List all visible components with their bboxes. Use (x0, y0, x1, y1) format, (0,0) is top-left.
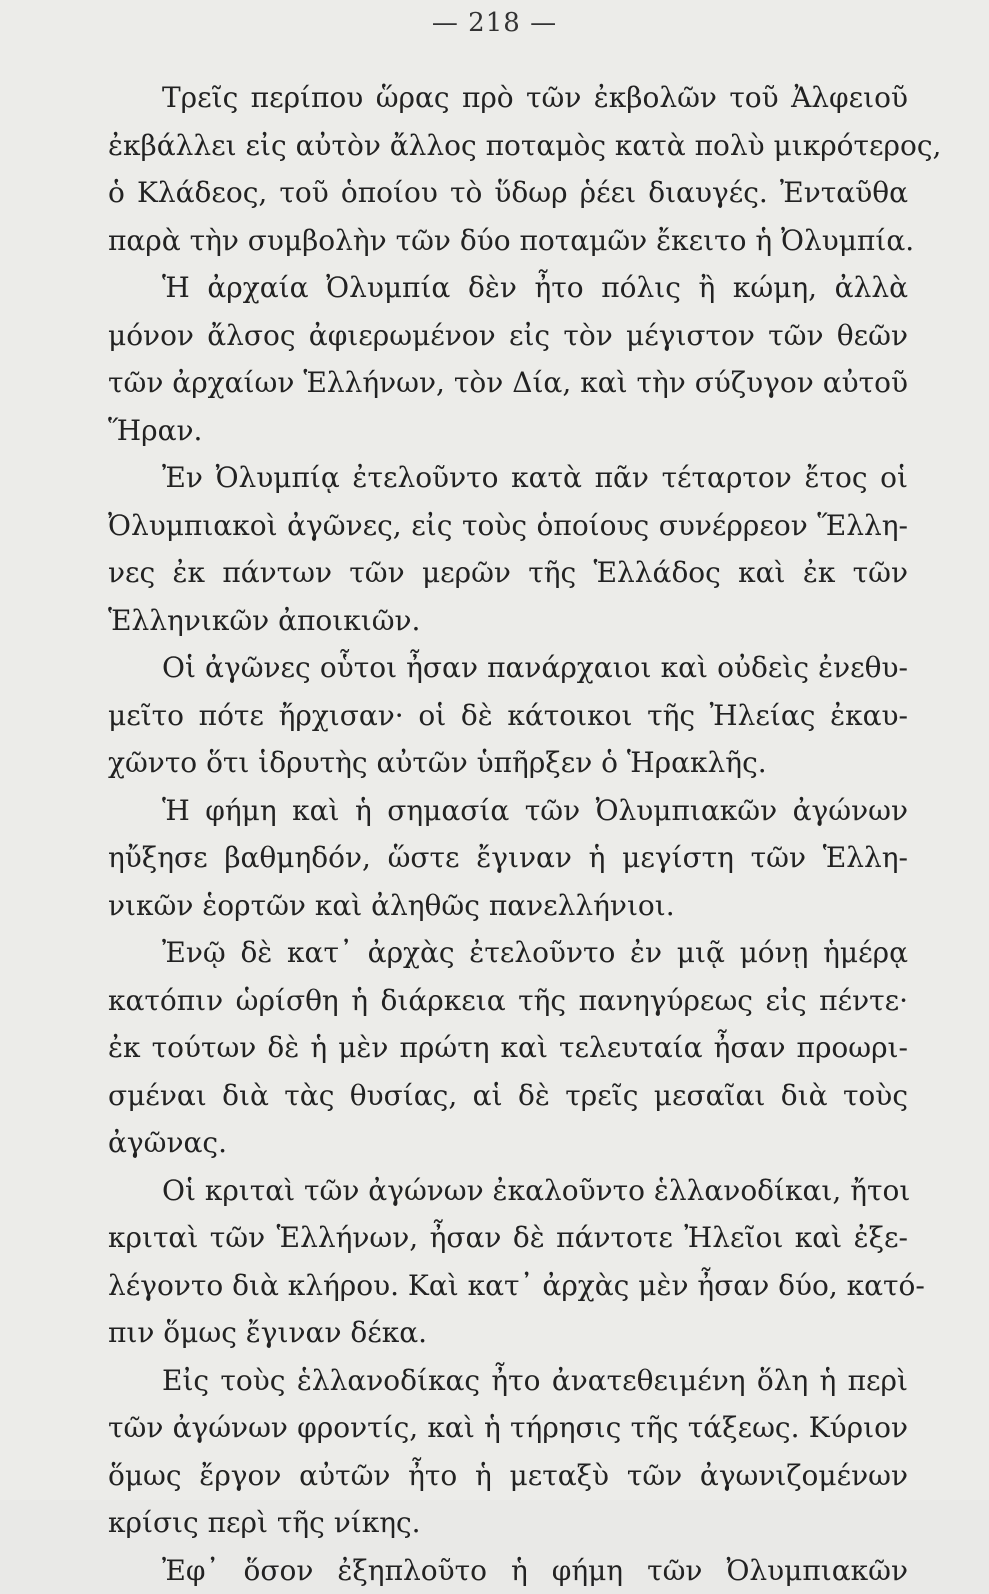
text-line: νες ἐκ πάντων τῶν μερῶν τῆς Ἑλλάδος καὶ ἐκ τῶν (108, 549, 908, 597)
text-line: τῶν ἀγώνων φροντίς, καὶ ἡ τήρησις τῆς τάξεως. Κύριον (108, 1404, 908, 1452)
page-number: — 218 — (0, 8, 989, 38)
text-line: λέγοντο διὰ κλήρου. Καὶ κατ᾽ ἀρχὰς μὲν ἦσαν δύο, κατό- (108, 1262, 908, 1310)
text-line: ἐκ τούτων δὲ ἡ μὲν πρώτη καὶ τελευταία ἦσαν προωρι- (108, 1024, 908, 1072)
text-line: ὁ Κλάδεος, τοῦ ὁποίου τὸ ὕδωρ ῥέει διαυγές. Ἐνταῦθα (108, 169, 908, 217)
text-line: Ἐνῷ δὲ κατ᾽ ἀρχὰς ἐτελοῦντο ἐν μιᾷ μόνῃ ἡμέρᾳ (108, 929, 908, 977)
text-line: Οἱ κριταὶ τῶν ἀγώνων ἐκαλοῦντο ἑλλανοδίκαι, ἤτοι (108, 1167, 908, 1215)
text-line: Εἰς τοὺς ἑλλανοδίκας ἦτο ἀνατεθειμένη ὅλη ἡ περὶ (108, 1357, 908, 1405)
text-line: Ἡ ἀρχαία Ὀλυμπία δὲν ἦτο πόλις ἢ κώμη, ἀλλὰ (108, 264, 908, 312)
text-line: ὅμως ἔργον αὐτῶν ἦτο ἡ μεταξὺ τῶν ἀγωνιζομένων (108, 1452, 908, 1500)
text-line: κριταὶ τῶν Ἑλλήνων, ἦσαν δὲ πάντοτε Ἠλεῖοι καὶ ἐξε- (108, 1214, 908, 1262)
text-line: Ἑλληνικῶν ἀποικιῶν. (108, 597, 908, 645)
text-line: σμέναι διὰ τὰς θυσίας, αἱ δὲ τρεῖς μεσαῖαι διὰ τοὺς (108, 1072, 908, 1120)
text-line: πιν ὅμως ἔγιναν δέκα. (108, 1309, 908, 1357)
text-line: Ὀλυμπιακοὶ ἀγῶνες, εἰς τοὺς ὁποίους συνέρρεον Ἕλλη- (108, 502, 908, 550)
text-line: Τρεῖς περίπου ὥρας πρὸ τῶν ἐκβολῶν τοῦ Ἀλφειοῦ (108, 74, 908, 122)
text-line: Ἐν Ὀλυμπίᾳ ἐτελοῦντο κατὰ πᾶν τέταρτον ἔτος οἱ (108, 454, 908, 502)
text-line: μεῖτο πότε ἤρχισαν· οἱ δὲ κάτοικοι τῆς Ἠλείας ἐκαυ- (108, 692, 908, 740)
text-line: παρὰ τὴν συμβολὴν τῶν δύο ποταμῶν ἔκειτο ἡ Ὀλυμπία. (108, 217, 908, 265)
text-line: Ἡ φήμη καὶ ἡ σημασία τῶν Ὀλυμπιακῶν ἀγώνων (108, 787, 908, 835)
text-line: ηὔξησε βαθμηδόν, ὥστε ἔγιναν ἡ μεγίστη τῶν Ἑλλη- (108, 834, 908, 882)
text-line: Ἥραν. (108, 407, 908, 455)
body-text (108, 74, 908, 1594)
text-line: Ἐφ᾽ ὅσον ἐξηπλοῦτο ἡ φήμη τῶν Ὀλυμπιακῶν (108, 1547, 908, 1594)
text-line: ἀγῶνας. (108, 1119, 908, 1167)
text-line: νικῶν ἑορτῶν καὶ ἀληθῶς πανελλήνιοι. (108, 882, 908, 930)
text-line: μόνον ἄλσος ἀφιερωμένον εἰς τὸν μέγιστον τῶν θεῶν (108, 312, 908, 360)
text-line: Οἱ ἀγῶνες οὗτοι ἦσαν πανάρχαιοι καὶ οὐδεὶς ἐνεθυ- (108, 644, 908, 692)
text-line: κατόπιν ὡρίσθη ἡ διάρκεια τῆς πανηγύρεως εἰς πέντε· (108, 977, 908, 1025)
text-line: τῶν ἀρχαίων Ἑλλήνων, τὸν Δία, καὶ τὴν σύζυγον αὐτοῦ (108, 359, 908, 407)
text-line: ἐκβάλλει εἰς αὐτὸν ἄλλος ποταμὸς κατὰ πολὺ μικρότερος, (108, 122, 908, 170)
text-line: κρίσις περὶ τῆς νίκης. (108, 1499, 908, 1547)
text-line: χῶντο ὅτι ἱδρυτὴς αὐτῶν ὑπῆρξεν ὁ Ἡρακλῆς. (108, 739, 908, 787)
